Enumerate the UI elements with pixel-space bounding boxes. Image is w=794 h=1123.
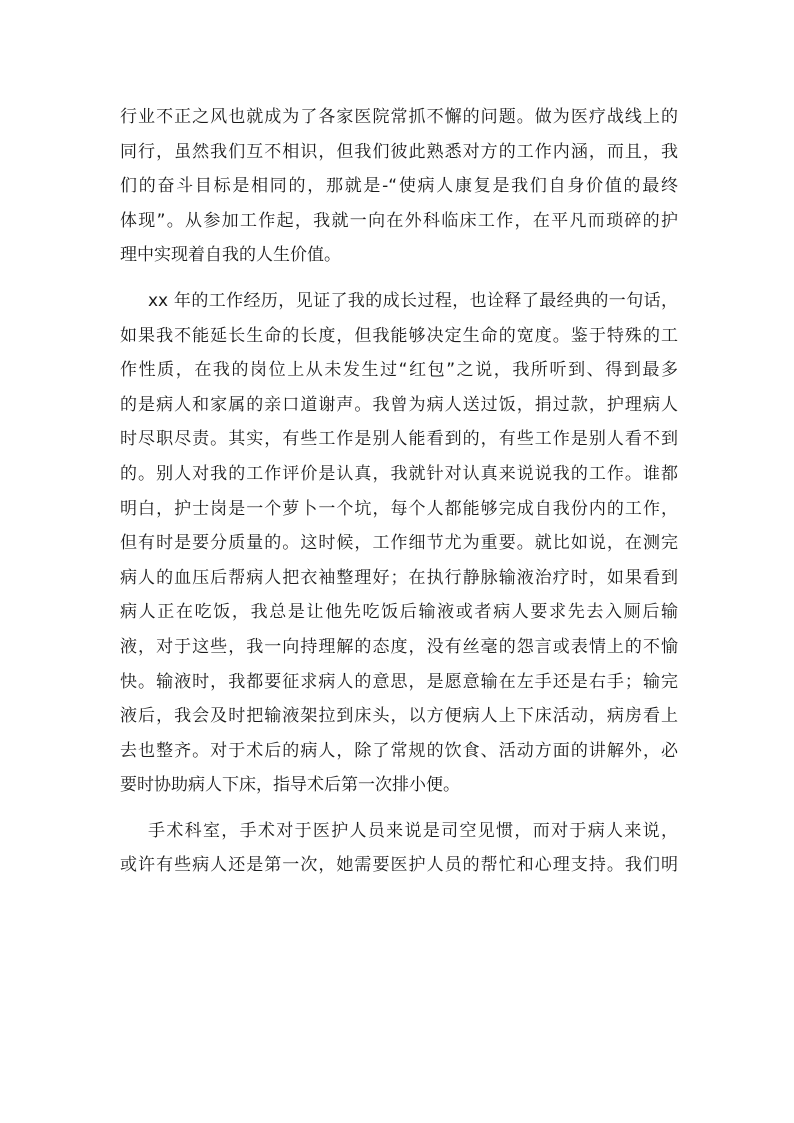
document-body <box>120 100 678 883</box>
text-line: xx 年的工作经历，见证了我的成长过程，也诠释了最经典的一句话， <box>148 290 678 311</box>
text-line: 要时协助病人下床，指导术后第一次排小便。 <box>120 775 460 796</box>
text-line: 快。输液时，我都要征求病人的意思，是愿意输在左手还是右手；输完 <box>120 671 678 692</box>
paragraph-1 <box>120 100 678 273</box>
text-line: 病人的血压后帮病人把衣袖整理好；在执行静脉输液治疗时，如果看到 <box>120 567 678 588</box>
text-line: 时尽职尽责。其实，有些工作是别人能看到的，有些工作是别人看不到 <box>120 429 678 450</box>
text-line: 的。别人对我的工作评价是认真，我就针对认真来说说我的工作。谁都 <box>120 463 678 484</box>
paragraph-3 <box>120 814 678 883</box>
text-line: 但有时是要分质量的。这时候，工作细节尤为重要。就比如说，在测完 <box>120 533 678 554</box>
text-line: 液，对于这些，我一向持理解的态度，没有丝毫的怨言或表情上的不愉 <box>120 636 678 657</box>
text-line: 作性质，在我的岗位上从未发生过“红包”之说，我所听到、得到最多 <box>120 360 678 381</box>
text-line: 的是病人和家属的亲口道谢声。我曾为病人送过饭，捐过款，护理病人 <box>120 394 678 415</box>
text-line: 同行，虽然我们互不相识，但我们彼此熟悉对方的工作内涵，而且，我 <box>120 141 678 162</box>
text-line: 液后，我会及时把输液架拉到床头，以方便病人上下床活动，病房看上 <box>120 706 678 727</box>
text-line: 去也整齐。对于术后的病人，除了常规的饮食、活动方面的讲解外，必 <box>120 740 678 761</box>
text-line: 如果我不能延长生命的长度，但我能够决定生命的宽度。鉴于特殊的工 <box>120 325 678 346</box>
text-line: 明白，护士岗是一个萝卜一个坑，每个人都能够完成自我份内的工作， <box>120 498 678 519</box>
text-line: 手术科室，手术对于医护人员来说是司空见惯，而对于病人来说， <box>148 820 678 841</box>
text-line: 或许有些病人还是第一次，她需要医护人员的帮忙和心理支持。我们明 <box>120 855 678 876</box>
text-line: 行业不正之风也就成为了各家医院常抓不懈的问题。做为医疗战线上的 <box>120 107 678 127</box>
text-line: 体现”。从参加工作起，我就一向在外科临床工作，在平凡而琐碎的护 <box>120 210 678 231</box>
text-line: 们的奋斗目标是相同的，那就是-“使病人康复是我们自身价值的最终 <box>120 176 678 197</box>
text-line: 理中实现着自我的人生价值。 <box>120 245 341 266</box>
text-line: 病人正在吃饭，我总是让他先吃饭后输液或者病人要求先去入厕后输 <box>120 602 678 623</box>
paragraph-2 <box>120 284 678 803</box>
